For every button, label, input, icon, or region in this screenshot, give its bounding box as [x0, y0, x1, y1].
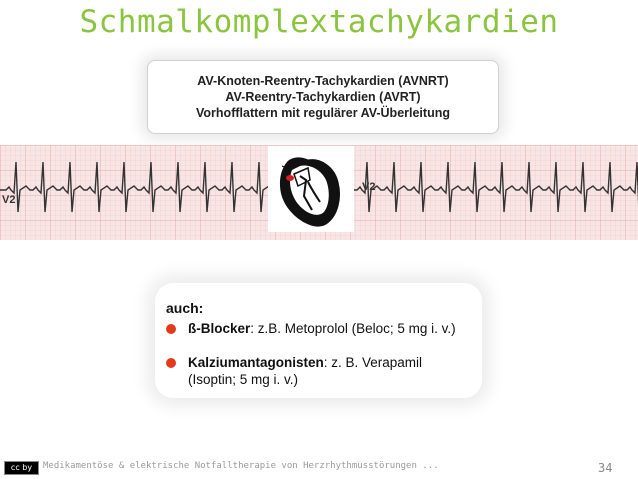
item-bold: Kalziumantagonisten	[188, 355, 324, 370]
bullet-dot-icon	[166, 324, 176, 334]
list-item	[166, 354, 471, 388]
item-text: : z. B. Verapamil (Isoptin; 5 mg i. v.)	[188, 355, 423, 387]
top-box-line-3: Vorhofflattern mit regulärer AV-Überleitung	[196, 106, 450, 120]
ecg-lead-label-right: V2	[362, 181, 376, 193]
slide-title: Schmalkomplextachykardien	[79, 4, 559, 40]
bottom-box-intro: auch:	[166, 300, 204, 316]
top-box-line-2: AV-Reentry-Tachykardien (AVRT)	[225, 90, 421, 104]
ecg-lead-label-left: V2	[2, 194, 16, 206]
bullet-dot-icon	[166, 358, 176, 368]
page-number: 34	[598, 461, 613, 475]
item-text: : z.B. Metoprolol (Beloc; 5 mg i. v.)	[250, 321, 456, 336]
footer-text: Medikamentöse & elektrische Notfalltherapie von Herzrhythmusstörungen ...	[43, 461, 439, 471]
item-bold: ß-Blocker	[188, 321, 251, 336]
list-item	[166, 320, 471, 337]
top-info-box	[147, 60, 499, 134]
top-box-line-1: AV-Knoten-Reentry-Tachykardien (AVNRT)	[197, 74, 449, 88]
creative-commons-icon[interactable]: cc by	[4, 461, 39, 475]
heart-conduction-icon	[268, 146, 354, 232]
